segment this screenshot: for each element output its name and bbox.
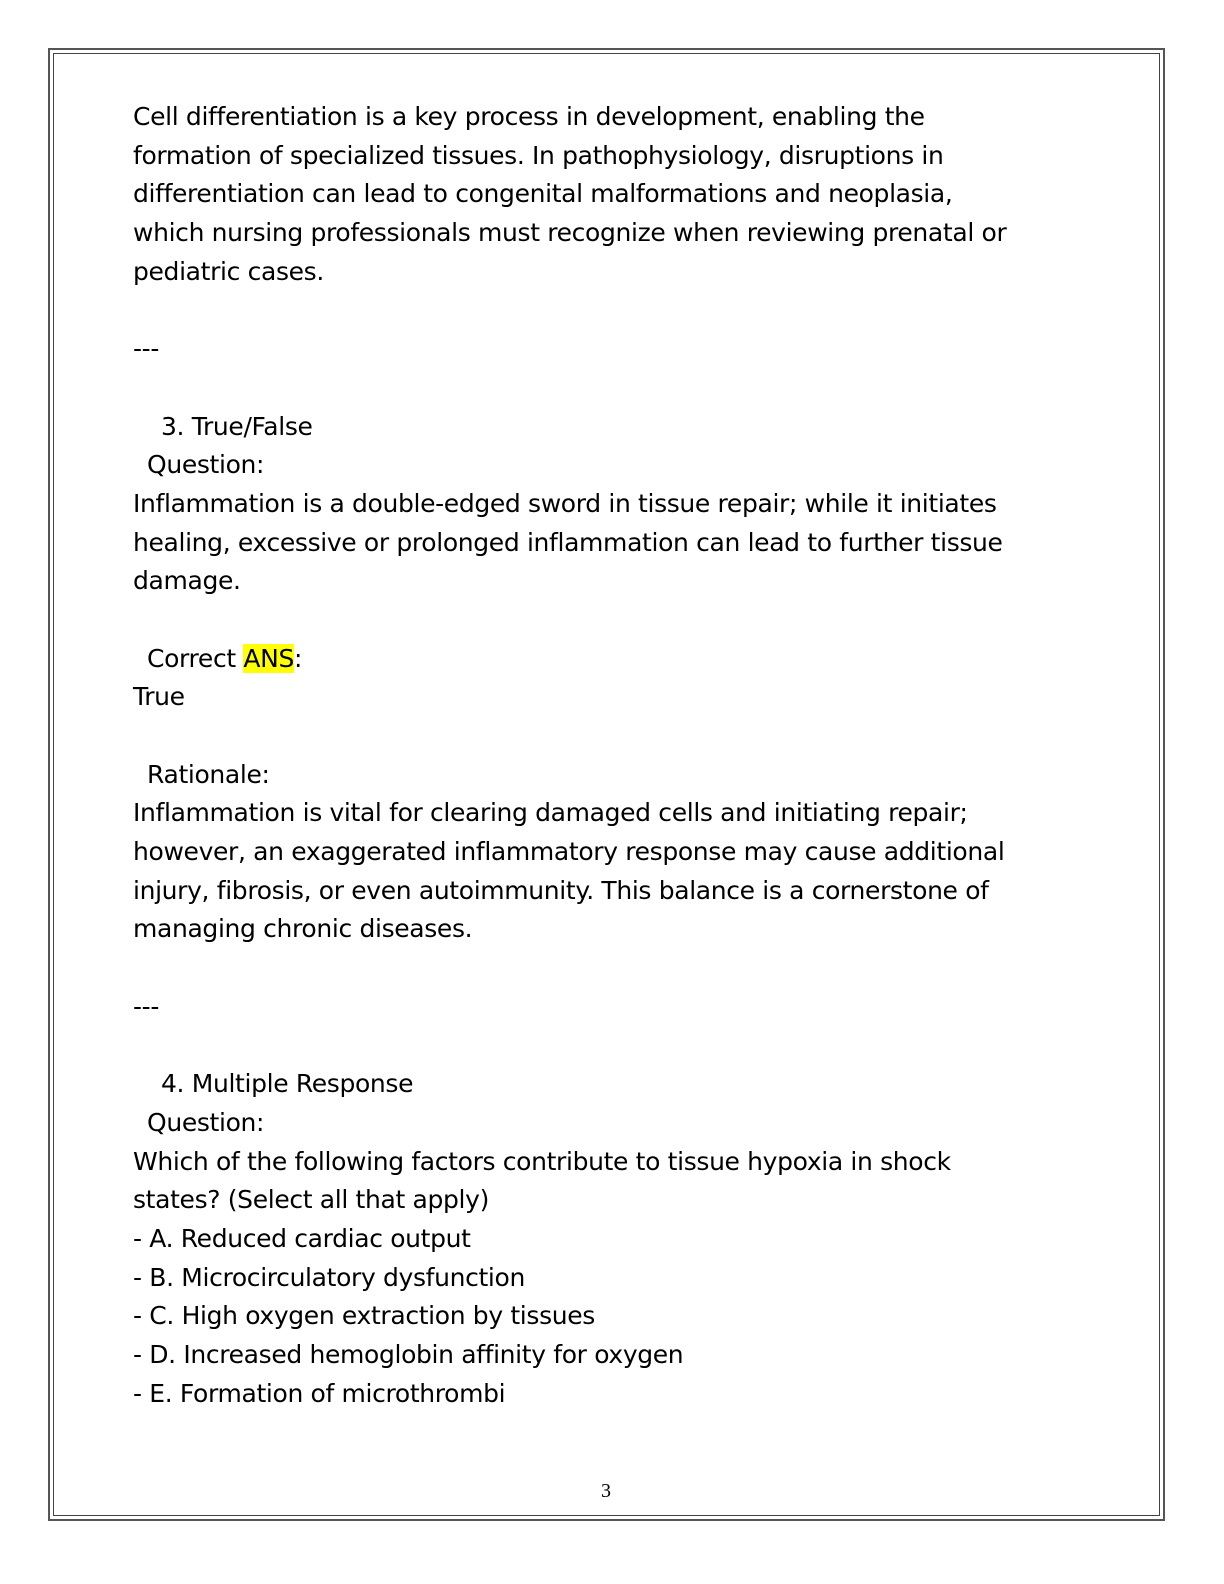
- question-text-line: Inflammation is a double-edged sword in tissue repair; while it initiates: [133, 488, 997, 518]
- option-item: - A. Reduced cardiac output: [133, 1223, 471, 1253]
- question-text-line: damage.: [133, 566, 241, 596]
- intro-line: which nursing professionals must recognize when reviewing prenatal or: [133, 218, 1007, 248]
- rationale-line: however, an exaggerated inflammatory response may cause additional: [133, 837, 1005, 867]
- page-content: [133, 98, 1073, 1413]
- question-text-line: healing, excessive or prolonged inflammation can lead to further tissue: [133, 527, 1003, 557]
- answer-label-suffix: :: [294, 643, 303, 673]
- question-heading: 3. True/False: [161, 411, 313, 441]
- option-item: - E. Formation of microthrombi: [133, 1378, 506, 1408]
- page-number: 3: [601, 1480, 611, 1502]
- spacer: [133, 949, 1073, 988]
- intro-line: differentiation can lead to congenital malformations and neoplasia,: [133, 179, 953, 209]
- rationale-label: Rationale:: [147, 759, 270, 789]
- question-label: Question:: [147, 1107, 265, 1137]
- question-label: Question:: [147, 450, 265, 480]
- rationale-line: managing chronic diseases.: [133, 914, 473, 944]
- intro-line: Cell differentiation is a key process in development, enabling the: [133, 102, 925, 131]
- answer-label-prefix: Correct: [147, 643, 244, 673]
- question-text-line: Which of the following factors contribute to tissue hypoxia in shock: [133, 1146, 951, 1176]
- spacer: [133, 717, 1073, 756]
- option-item: - C. High oxygen extraction by tissues: [133, 1301, 595, 1331]
- separator: ---: [133, 334, 160, 364]
- answer-label: [133, 640, 1073, 679]
- spacer: [133, 1027, 1073, 1066]
- question-text-line: states? (Select all that apply): [133, 1185, 489, 1215]
- spacer: [133, 601, 1073, 640]
- intro-line: pediatric cases.: [133, 256, 324, 286]
- separator: ---: [133, 991, 160, 1021]
- spacer: [133, 369, 1073, 408]
- answer-value: True: [133, 682, 185, 712]
- answer-label-highlight: ANS: [243, 643, 295, 673]
- question-3: [133, 408, 1073, 950]
- option-item: - D. Increased hemoglobin affinity for oxygen: [133, 1340, 684, 1369]
- rationale-line: injury, fibrosis, or even autoimmunity. This balance is a cornerstone of: [133, 875, 989, 905]
- spacer: [133, 291, 1073, 330]
- rationale-line: Inflammation is vital for clearing damaged cells and initiating repair;: [133, 798, 968, 828]
- question-4: [133, 1065, 1073, 1413]
- question-heading: 4. Multiple Response: [161, 1069, 414, 1099]
- intro-paragraph: [133, 98, 1073, 291]
- option-item: - B. Microcirculatory dysfunction: [133, 1262, 525, 1292]
- intro-line: formation of specialized tissues. In pathophysiology, disruptions in: [133, 140, 944, 170]
